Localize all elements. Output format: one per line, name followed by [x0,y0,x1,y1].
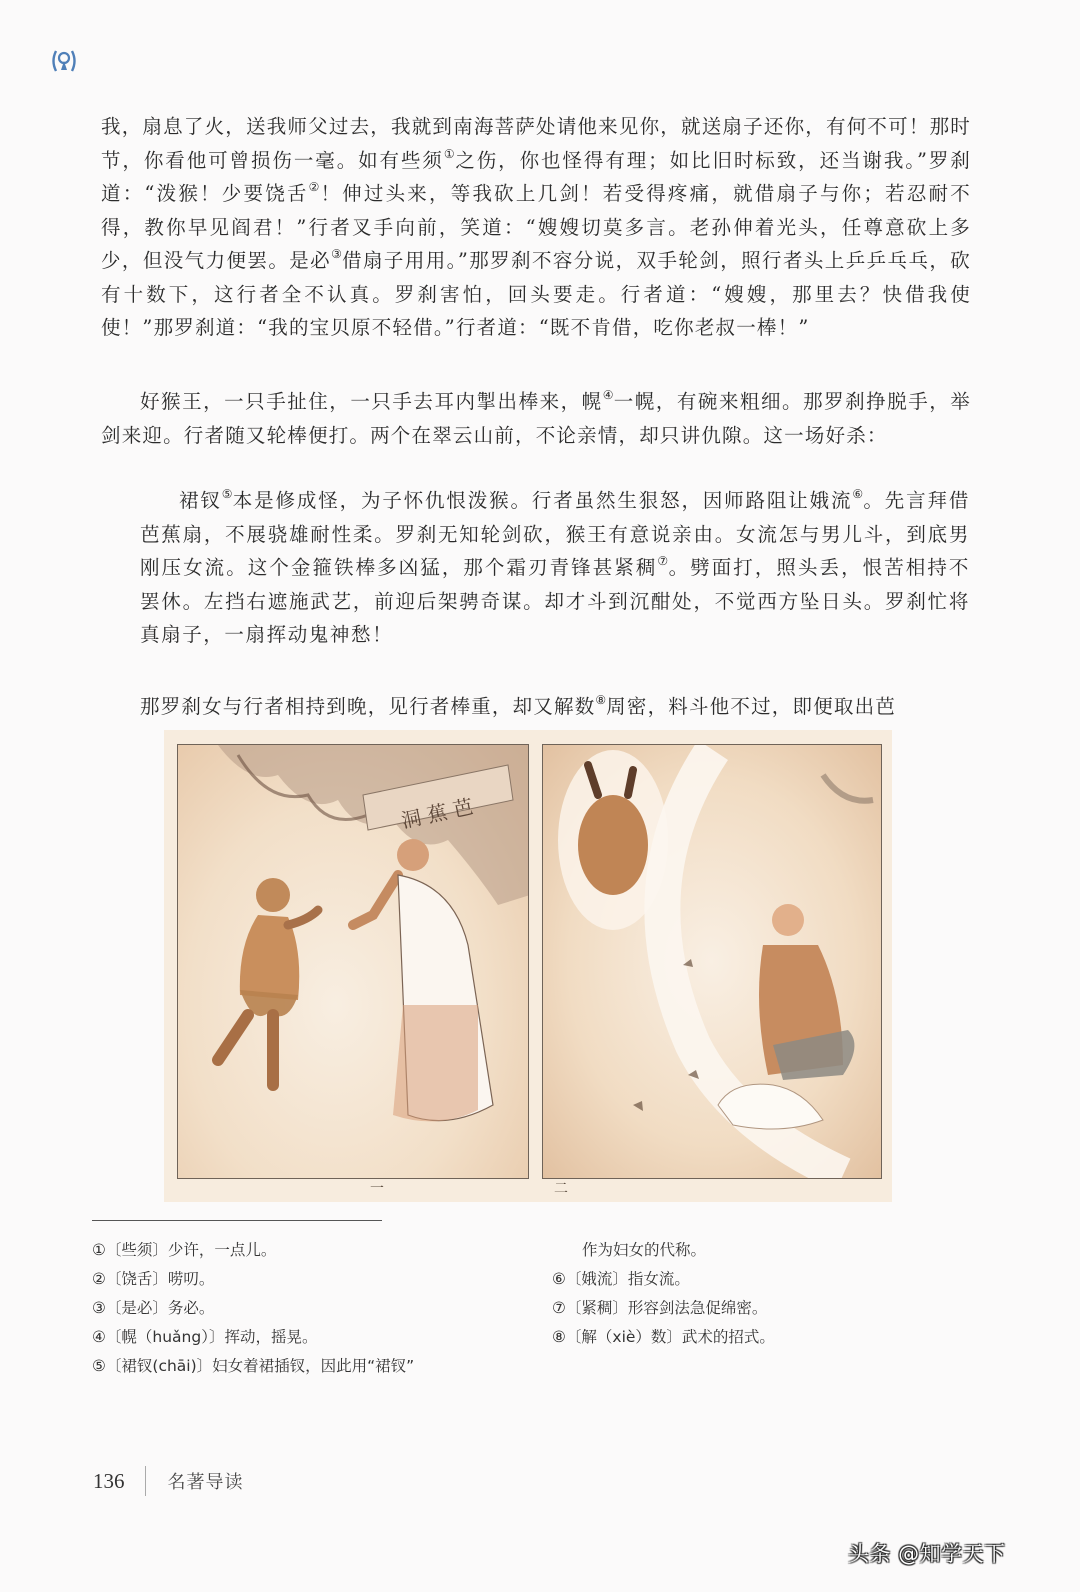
footnote-divider [92,1220,382,1221]
footnote-mark-5[interactable]: ⑤ [221,487,233,501]
paragraph-2 [101,385,971,452]
page-number: 136 [93,1468,125,1493]
footnote-4: ④〔幌（huǎng）〕挥动，摇晃。 [92,1328,318,1346]
footnote-mark-8[interactable]: ⑧ [595,693,607,707]
paragraph-1 [101,110,971,345]
panel-label-1: 一 [370,1181,384,1197]
footnote-mark-4[interactable]: ④ [602,388,614,402]
footnote-2: ②〔饶舌〕唠叨。 [92,1270,215,1288]
footnote-1: ①〔些须〕少许，一点儿。 [92,1241,277,1259]
footer-divider [145,1466,146,1496]
footnote-mark-6[interactable]: ⑥ [852,487,864,501]
illustration [164,730,892,1202]
illustration-panel-right [542,744,882,1179]
footnote-8: ⑧〔解（xiè）数〕武术的招式。 [552,1328,775,1346]
watermark: 头条 @知学天下 [848,1542,1006,1566]
footnotes-right-column [552,1236,872,1352]
paragraph-1-text: 我，扇息了火，送我师父过去，我就到南海菩萨处请他来见你，就送扇子还你，有何不可！那时节，你看他可曾损伤一毫。如有些须①之伤，你也怪得有理；如比旧时标致，还当谢我。”罗刹道：“泼猴！少要饶舌②！伸过头来，等我砍上几剑！若受得疼痛，就借扇子与你；若忍耐不得，教你早见阎君！”行者叉手向前，笑道：“嫂嫂切莫多言。老孙伸着光头，任尊意砍上多少，但没气力便罢。是必③借扇子用用。”那罗刹不容分说，双手轮剑，照行者头上乒乒乓乓，砍有十数下，这行者全不认真。罗刹害怕，回头要走。行者道：“嫂嫂，那里去？快借我使使！”那罗刹道：“我的宝贝原不轻借。”行者道：“既不肯借，吃你老叔一棒！” [101,115,972,339]
footnote-mark-2[interactable]: ② [308,180,321,194]
footnote-6: ⑥〔娥流〕指女流。 [552,1270,690,1288]
footnotes-left-column [92,1236,532,1381]
cave-sign-text: 洞 蕉 芭 [399,794,476,833]
footnote-mark-7[interactable]: ⑦ [657,554,669,568]
footnote-7: ⑦〔紧稠〕形容剑法急促绵密。 [552,1299,768,1317]
panel-label-2: 二 [554,1181,568,1197]
paragraph-3: 那罗刹女与行者相持到晚，见行者棒重，却又解数⑧周密，料斗他不过，即便取出芭 [140,693,896,718]
footnote-5-continued: 作为妇女的代称。 [582,1241,707,1259]
poem-text: 裙钗⑤本是修成怪，为子怀仇恨泼猴。行者虽然生狠怒，因师路阻让娥流⑥。先言拜借芭蕉扇，不展骁雄耐性柔。罗刹无知轮剑砍，猴王有意说亲由。女流怎与男儿斗，到底男刚压女流。这个金箍铁棒多凶猛，那个霜刃青锋甚紧稠⑦。劈面打，照头丢，恨苦相持不罢休。左挡右遮施武艺，前迎后架骋奇谋。却才斗到沉酣处，不觉西方坠日头。罗刹忙将真扇子，一扇挥动鬼神愁！ [140,487,970,646]
illustration-panel-left [177,744,529,1179]
paragraph-2-text: 好猴王，一只手扯住，一只手去耳内掣出棒来，幌④一幌，有碗来粗细。那罗刹挣脱手，举剑来迎。行者随又轮棒便打。两个在翠云山前，不论亲情，却只讲仇隙。这一场好杀： [101,388,971,447]
page-footer [93,1466,244,1496]
poem-block [140,484,970,652]
footnote-3: ③〔是必〕务必。 [92,1299,215,1317]
footnote-5: ⑤〔裙钗(chāi)〕妇女着裙插钗，因此用“裙钗” [92,1357,415,1375]
footnote-mark-1[interactable]: ① [443,146,456,161]
book-section-title: 名著导读 [167,1472,244,1493]
footnote-mark-3[interactable]: ③ [331,247,343,261]
keyhole-badge-icon [50,48,78,74]
